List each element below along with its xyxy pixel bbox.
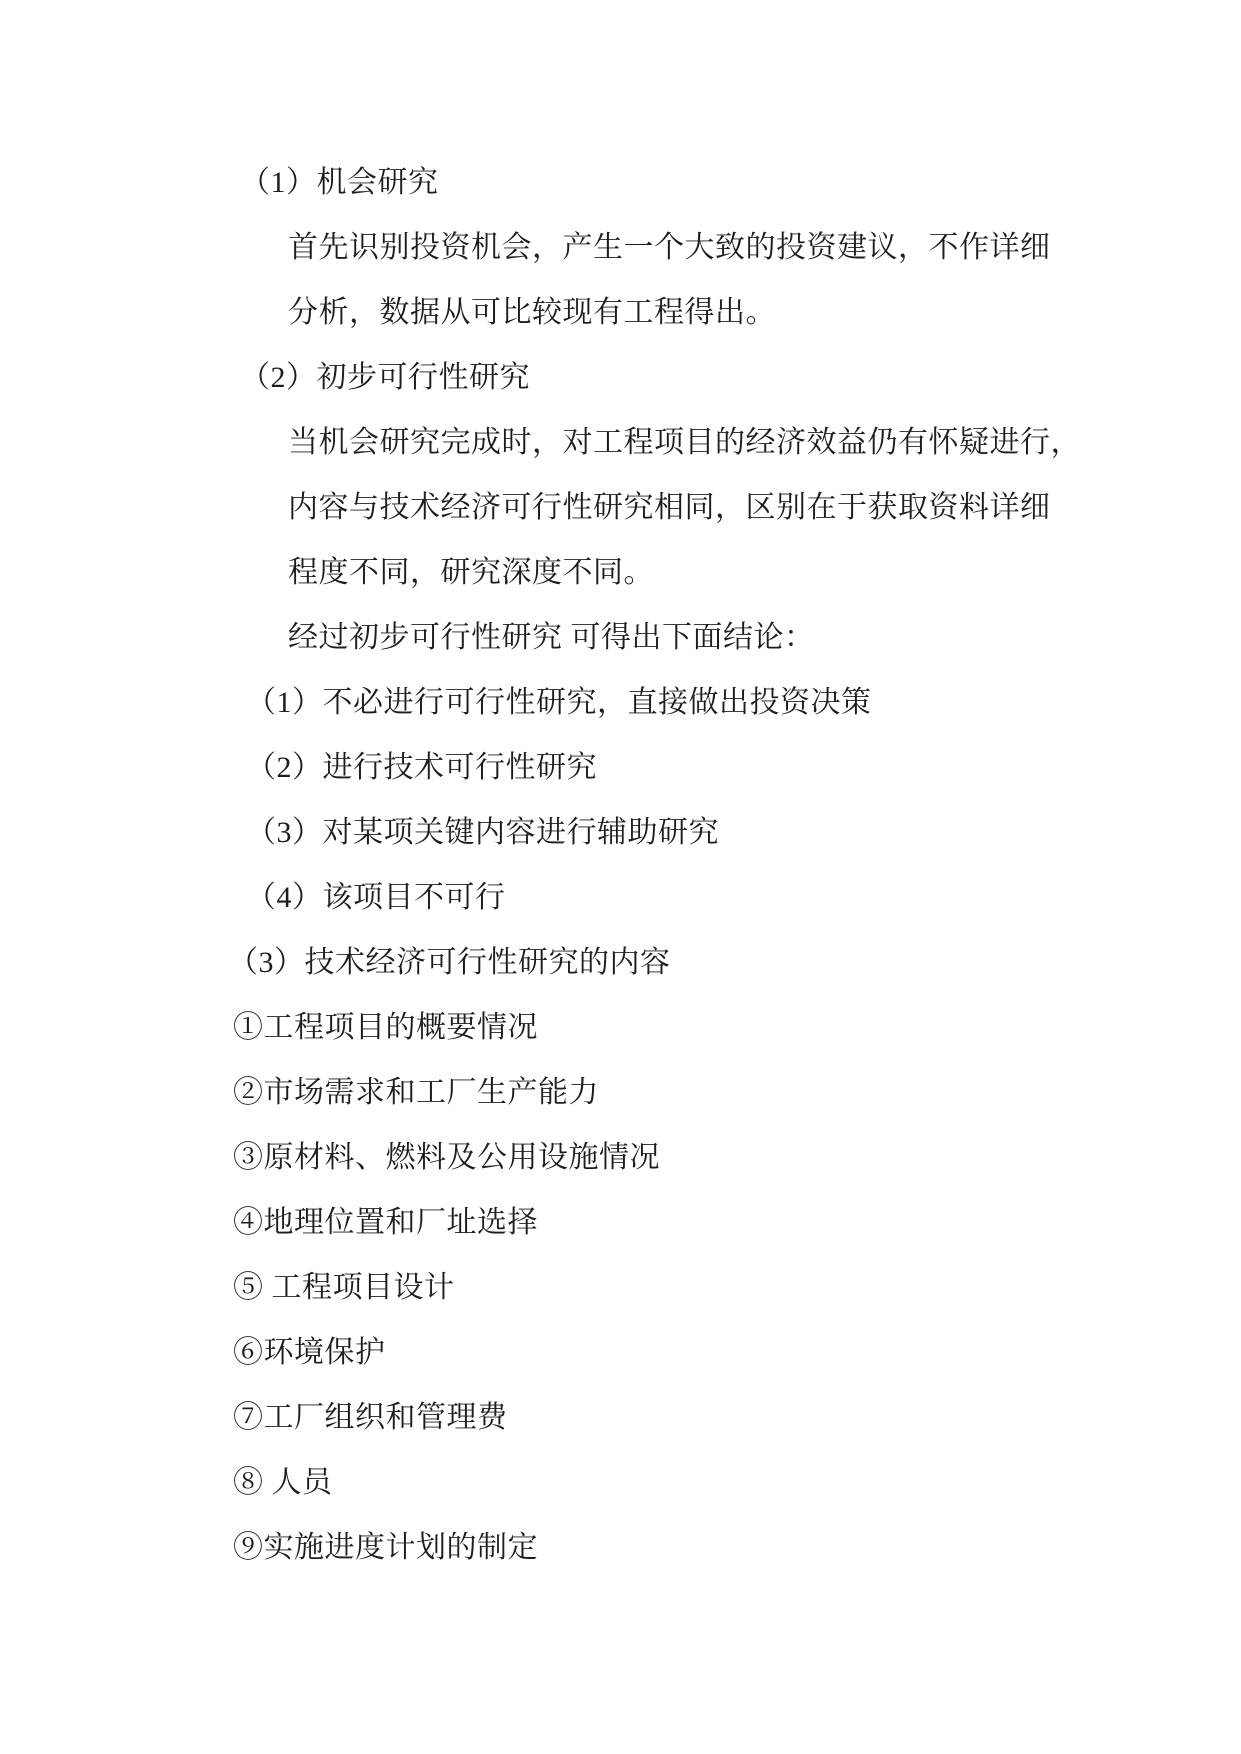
text-line: ①工程项目的概要情况	[233, 1011, 538, 1044]
text-line: （1）不必进行可行性研究，直接做出投资决策	[246, 686, 872, 719]
text-line: （4）该项目不可行	[246, 881, 506, 914]
text-line: ②市场需求和工厂生产能力	[233, 1076, 599, 1109]
text-line: （2）初步可行性研究	[240, 361, 530, 394]
text-line: （1）机会研究	[240, 166, 439, 199]
text-line: 内容与技术经济可行性研究相同，区别在于获取资料详细	[288, 491, 1051, 524]
text-line: ⑨实施进度计划的制定	[233, 1531, 538, 1564]
document-text-block	[0, 150, 1241, 1580]
text-line: 经过初步可行性研究 可得出下面结论：	[288, 621, 815, 654]
text-line: 程度不同，研究深度不同。	[288, 556, 654, 589]
text-line: 分析，数据从可比较现有工程得出。	[288, 296, 776, 329]
text-line: ⑥环境保护	[233, 1336, 386, 1369]
text-line: 当机会研究完成时，对工程项目的经济效益仍有怀疑进行，	[288, 426, 1081, 459]
text-line: ⑦工厂组织和管理费	[233, 1401, 508, 1434]
text-line: （3）对某项关键内容进行辅助研究	[246, 816, 719, 849]
text-line: ④地理位置和厂址选择	[233, 1206, 538, 1239]
text-line: ⑧ 人员	[233, 1466, 333, 1499]
text-line: ③原材料、燃料及公用设施情况	[233, 1141, 660, 1174]
text-line: ⑤ 工程项目设计	[233, 1271, 455, 1304]
text-line: （3）技术经济可行性研究的内容	[228, 946, 671, 979]
text-line: （2）进行技术可行性研究	[246, 751, 597, 784]
text-line: 首先识别投资机会，产生一个大致的投资建议，不作详细	[288, 231, 1051, 264]
